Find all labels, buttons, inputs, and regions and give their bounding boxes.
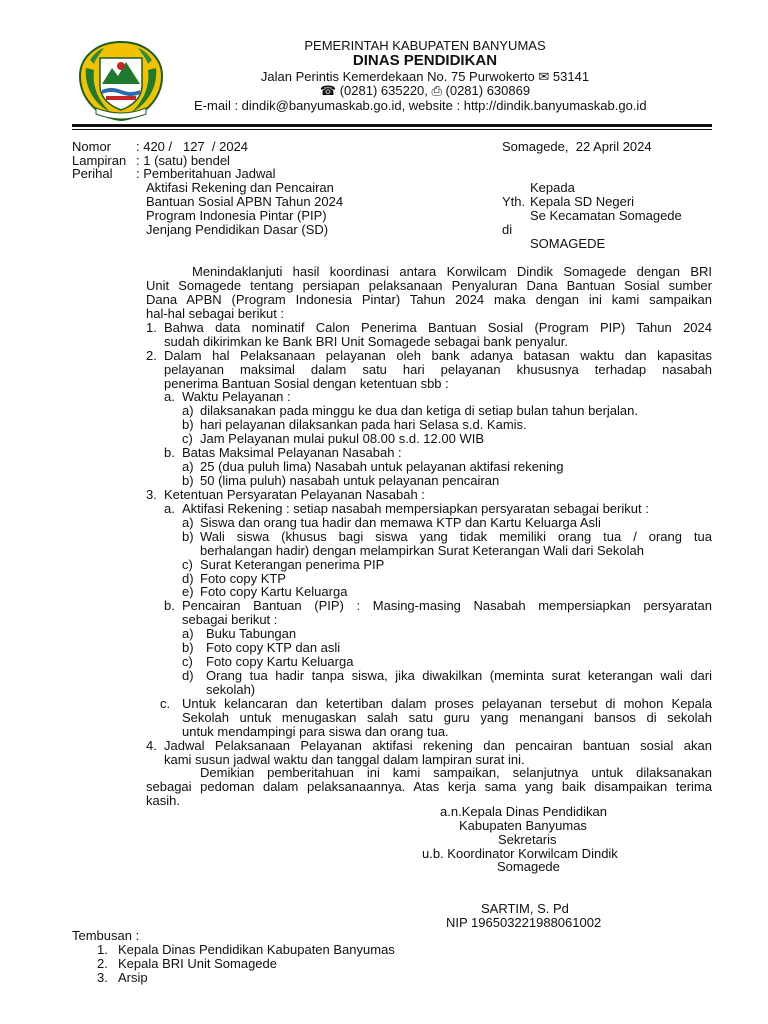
cc-number: 1. bbox=[97, 942, 108, 957]
signature-title: Sekretaris bbox=[498, 832, 557, 847]
item-marker: d) bbox=[182, 668, 194, 683]
point-4-line: kami susun jadwal waktu dan tanggal dalam lampiran surat ini. bbox=[164, 752, 525, 767]
list-item: Foto copy KTP dan asli bbox=[206, 640, 341, 655]
perihal-label: Perihal bbox=[72, 166, 113, 181]
perihal-line: Program Indonesia Pintar (PIP) bbox=[146, 208, 327, 223]
signatory-name: SARTIM, S. Pd bbox=[481, 901, 569, 916]
point-number: 1. bbox=[146, 320, 157, 335]
recipient-di: di bbox=[502, 222, 513, 237]
sub-letter: b. bbox=[164, 445, 175, 460]
point-4-line: Jadwal Pelaksanaan Pelayanan aktifasi rekening dan pencairan bantuan sosial akan bbox=[164, 738, 712, 753]
item-marker: b) bbox=[182, 417, 194, 432]
sub-heading: Waktu Pelayanan : bbox=[182, 389, 291, 404]
point-number: 2. bbox=[146, 348, 157, 363]
item-marker: b) bbox=[182, 640, 194, 655]
recipient-line: Se Kecamatan Somagede bbox=[530, 208, 682, 223]
sub-heading: Batas Maksimal Pelayanan Nasabah : bbox=[182, 445, 402, 460]
signature-title: Somagede bbox=[497, 859, 560, 874]
intro-line: Menindaklanjuti hasil koordinasi antara Korwilcam Dindik Somagede dengan BRI bbox=[192, 264, 712, 279]
list-item: Foto copy Kartu Keluarga bbox=[200, 584, 348, 599]
sub-heading-continued: sebagai berikut : bbox=[182, 612, 278, 627]
list-item-continued: sekolah) bbox=[206, 682, 256, 697]
cc-item: Kepala BRI Unit Somagede bbox=[118, 956, 277, 971]
sub-heading: Aktifasi Rekening : setiap nasabah mempersiapkan persyaratan sebagai berikut : bbox=[182, 501, 649, 516]
item-marker: a) bbox=[182, 403, 194, 418]
list-item: Jam Pelayanan mulai pukul 08.00 s.d. 12.00 WIB bbox=[200, 431, 484, 446]
signatory-nip: NIP 196503221988061002 bbox=[446, 915, 602, 930]
nomor-value: : 420 / 127 / 2024 bbox=[136, 139, 249, 154]
point-3c-line: untuk mendampingi para siswa dan orang tua. bbox=[182, 724, 449, 739]
letterhead-address: Jalan Perintis Kemerdekaan No. 75 Purwokerto ✉ 53141 bbox=[260, 69, 590, 84]
item-marker: b) bbox=[182, 473, 194, 488]
list-item: Siswa dan orang tua hadir dan memawa KTP dan Kartu Keluarga Asli bbox=[200, 515, 601, 530]
cc-number: 3. bbox=[97, 970, 108, 985]
intro-line: Unit Somagede tentang persiapan pelaksanaan Penyaluran Dana Bantuan Sosial sumber bbox=[146, 278, 712, 293]
point-2-line: Dalam hal Pelaksanaan pelayanan oleh bank adanya batasan waktu dan kapasitas bbox=[164, 348, 712, 363]
point-1-line: sudah dikirimkan ke Bank BRI Unit Somagede sebagai bank penyalur. bbox=[164, 334, 568, 349]
signature-title: u.b. Koordinator Korwilcam Dindik bbox=[422, 846, 618, 861]
list-item: Surat Keterangan penerima PIP bbox=[200, 557, 385, 572]
nomor-label: Nomor bbox=[72, 139, 112, 154]
place-date: Somagede, 22 April 2024 bbox=[502, 139, 652, 154]
letterhead-government: PEMERINTAH KABUPATEN BANYUMAS bbox=[304, 38, 546, 53]
cc-number: 2. bbox=[97, 956, 108, 971]
signature-title: Kabupaten Banyumas bbox=[459, 818, 587, 833]
intro-line: Dana APBN (Program Indonesia Pintar) Tahun 2024 maka dengan ini kami sampaikan bbox=[146, 292, 712, 307]
sub-heading: Pencairan Bantuan (PIP) : Masing-masing Nasabah mempersiapkan persyaratan bbox=[182, 598, 712, 613]
sub-letter: b. bbox=[164, 598, 175, 613]
item-marker: a) bbox=[182, 515, 194, 530]
letterhead-divider-thick bbox=[72, 124, 712, 127]
point-2-line: penerima Bantuan Sosial dengan ketentuan sbb : bbox=[164, 376, 449, 391]
point-3-heading: Ketentuan Persyaratan Pelayanan Nasabah : bbox=[164, 487, 425, 502]
recipient-kepada: Kepada bbox=[530, 180, 575, 195]
lampiran-label: Lampiran bbox=[72, 153, 127, 168]
item-marker: c) bbox=[182, 654, 193, 669]
item-marker: c) bbox=[182, 431, 193, 446]
recipient-yth: Yth. bbox=[502, 194, 526, 209]
point-3c-line: Untuk kelancaran dan ketertiban dalam proses pelayanan tersebut di mohon Kepala bbox=[182, 696, 712, 711]
sub-letter: c. bbox=[160, 696, 171, 711]
closing-line: Demikian pemberitahuan ini kami sampaikan, selanjutnya untuk dilaksanakan bbox=[200, 765, 712, 780]
point-1-line: Bahwa data nominatif Calon Penerima Bantuan Sosial (Program PIP) Tahun 2024 bbox=[164, 320, 712, 335]
closing-line: sebagai pedoman dalam pelaksanaannya. Atas kerja sama yang baik disampaikan terima bbox=[146, 779, 712, 794]
letterhead-email-website: E-mail : dindik@banyumaskab.go.id, website : http://dindik.banyumaskab.go.id bbox=[194, 98, 647, 113]
sub-letter: a. bbox=[164, 389, 175, 404]
list-item: Foto copy Kartu Keluarga bbox=[206, 654, 354, 669]
item-marker: c) bbox=[182, 557, 193, 572]
signature-title: a.n.Kepala Dinas Pendidikan bbox=[440, 804, 607, 819]
sub-letter: a. bbox=[164, 501, 175, 516]
perihal-line: Jenjang Pendidikan Dasar (SD) bbox=[146, 222, 329, 237]
point-number: 3. bbox=[146, 487, 157, 502]
letterhead-phone: ☎ (0281) 635220, ⎙ (0281) 630869 bbox=[319, 83, 531, 98]
recipient-place: SOMAGEDE bbox=[530, 236, 606, 251]
list-item: 50 (lima puluh) nasabah untuk pelayanan pencairan bbox=[200, 473, 500, 488]
recipient-name: Kepala SD Negeri bbox=[530, 194, 635, 209]
perihal-line: Bantuan Sosial APBN Tahun 2024 bbox=[146, 194, 344, 209]
perihal-line: Aktifasi Rekening dan Pencairan bbox=[146, 180, 334, 195]
closing-line: kasih. bbox=[146, 793, 180, 808]
list-item: hari pelayanan dilaksankan pada hari Selasa s.d. Kamis. bbox=[200, 417, 527, 432]
perihal-value: : Pemberitahuan Jadwal bbox=[136, 166, 276, 181]
list-item: dilaksanakan pada minggu ke dua dan ketiga di setiap bulan tahun berjalan. bbox=[200, 403, 638, 418]
item-marker: a) bbox=[182, 459, 194, 474]
letterhead-department: DINAS PENDIDIKAN bbox=[352, 52, 498, 69]
intro-line: hal-hal sebagai berikut : bbox=[146, 306, 285, 321]
cc-item: Arsip bbox=[118, 970, 148, 985]
list-item: Foto copy KTP bbox=[200, 571, 286, 586]
banyumas-regency-emblem bbox=[76, 38, 166, 122]
item-marker: a) bbox=[182, 626, 194, 641]
cc-title: Tembusan : bbox=[72, 928, 140, 943]
cc-item: Kepala Dinas Pendidikan Kabupaten Banyumas bbox=[118, 942, 395, 957]
letterhead-divider-thin bbox=[72, 129, 712, 130]
item-marker: d) bbox=[182, 571, 194, 586]
list-item: Buku Tabungan bbox=[206, 626, 297, 641]
point-3c-line: Sekolah untuk menugaskan salah satu guru yang menangani bansos di sekolah bbox=[182, 710, 712, 725]
item-marker: b) bbox=[182, 529, 194, 544]
list-item-continued: berhalangan hadir) dengan melampirkan Surat Keterangan Wali dari Sekolah bbox=[200, 543, 644, 558]
item-marker: e) bbox=[182, 584, 194, 599]
list-item: 25 (dua puluh lima) Nasabah untuk pelayanan aktifasi rekening bbox=[200, 459, 564, 474]
point-number: 4. bbox=[146, 738, 157, 753]
point-2-line: pelayanan maksimal dalam satu hari pelayanan khususnya terhadap nasabah bbox=[164, 362, 712, 377]
list-item: Wali siswa (khusus bagi siswa yang tidak memiliki orang tua / orang tua bbox=[200, 529, 712, 544]
list-item: Orang tua hadir tanpa siswa, jika diwakilkan (meminta surat keterangan wali dari bbox=[206, 668, 712, 683]
lampiran-value: : 1 (satu) bendel bbox=[136, 153, 230, 168]
